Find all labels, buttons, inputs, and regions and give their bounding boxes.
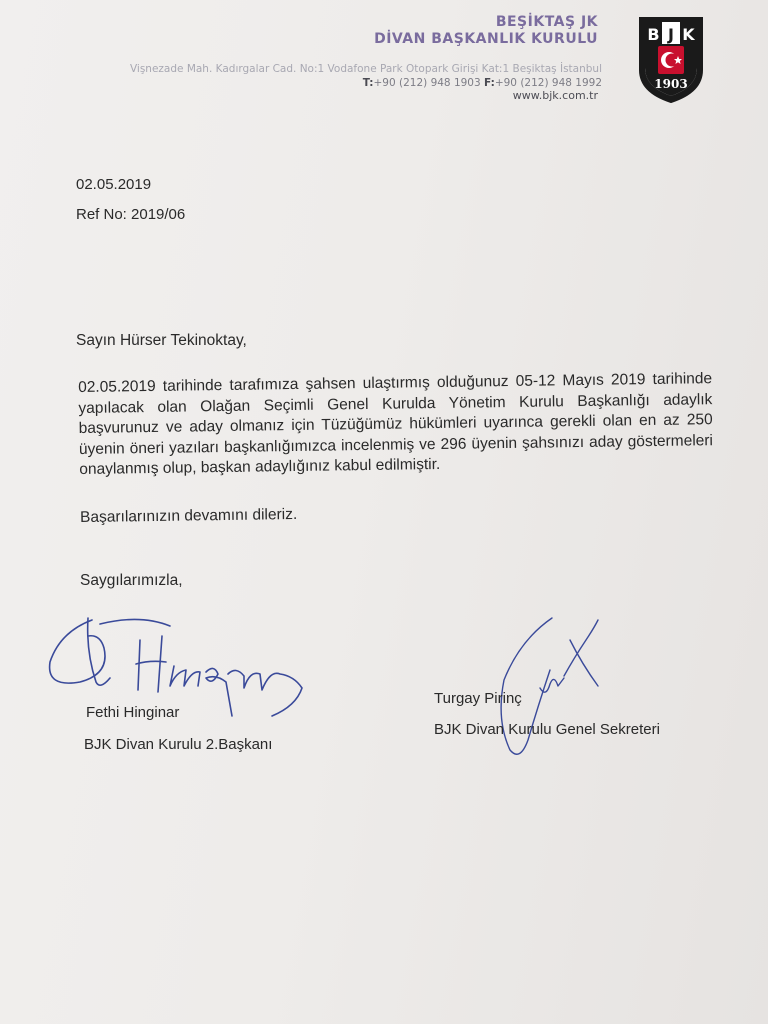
crest-letter-k: K [682,25,695,44]
signer-title: BJK Divan Kurulu Genel Sekreteri [434,721,660,738]
signer-name: Fethi Hinginar [86,704,180,721]
letter-date: 02.05.2019 [76,176,152,193]
signature-left [40,612,320,722]
phone-number: +90 (212) 948 1903 [373,77,481,89]
contact-line [120,76,602,90]
fax-label: F: [484,77,495,89]
crest-letter-j: J [668,25,674,44]
address-line: Vişnezade Mah. Kadırgalar Cad. No:1 Vodafone Park Otopark Girişi Kat:1 Beşiktaş İstanbul [129,63,602,75]
signer-name: Turgay Pirinç [434,690,522,707]
crest-year: 1903 [654,77,688,91]
signer-title: BJK Divan Kurulu 2.Başkanı [84,736,273,753]
closing: Saygılarımızla, [80,572,183,589]
bjk-crest-icon [636,12,706,104]
fax-number: +90 (212) 948 1992 [494,77,602,89]
reference-number: Ref No: 2019/06 [76,206,186,223]
salutation: Sayın Hürser Tekinoktay, [76,332,247,349]
letter-body: 02.05.2019 tarihinde tarafımıza şahsen ulaştırmış olduğunuz 05-12 Mayıs 2019 tarihinde yapılacak olan Olağan Seçimli Genel Kurulda Yönetim Kurulu Başkanlığı adaylık başvurunuz ve aday olmanız için Tüzüğümüz hükümleri uyarınca gerekli olan en az 250 üyenin öneri yazıları başkanlığımızca incelenmiş ve 296 üyenin şahsınızı aday göstermeleri onaylanmış olup, başkan adaylığınız kabul edilmiştir. [78,370,714,478]
website-link[interactable]: www.bjk.com.tr [512,89,598,102]
phone-label: T: [362,77,374,89]
letterhead [374,14,598,48]
org-name: BEŞİKTAŞ JK [495,14,598,30]
crest-letter-b: B [647,25,660,44]
signature-right [490,610,620,765]
wish-line: Başarılarınızın devamını dileriz. [80,505,298,526]
org-subtitle: DİVAN BAŞKANLIK KURULU [374,31,598,47]
